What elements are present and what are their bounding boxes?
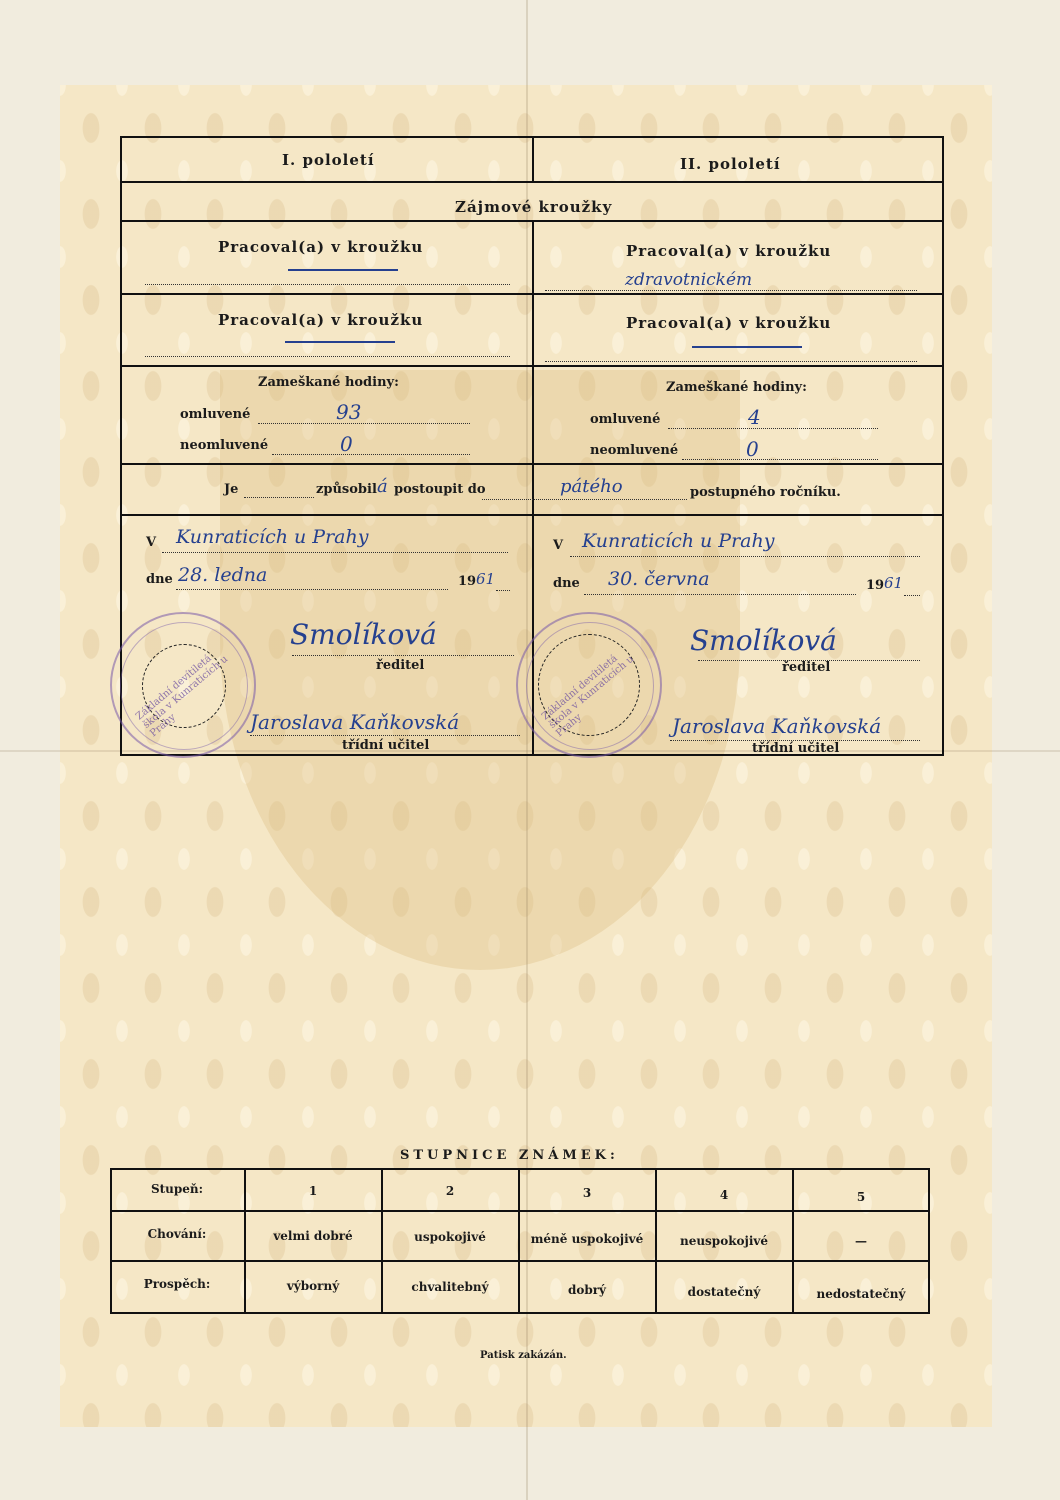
director-signature-s1: Smolíková bbox=[290, 618, 437, 651]
semester2-header: II. pololetí bbox=[680, 155, 781, 173]
scale-row-label-achievement: Prospěch: bbox=[143, 1277, 211, 1291]
scale-behavior: velmi dobré bbox=[273, 1229, 353, 1243]
excused-label-s1: omluvené bbox=[180, 407, 251, 422]
date-label-s1: dne bbox=[146, 572, 173, 587]
scale-grade: 2 bbox=[445, 1184, 455, 1198]
scale-grade: 3 bbox=[582, 1186, 592, 1200]
promotion-je: Je bbox=[224, 482, 239, 497]
club-value-s2-r1: zdravotnickém bbox=[625, 270, 753, 290]
place-label-s1: V bbox=[146, 535, 157, 550]
teacher-label-s1: třídní učitel bbox=[342, 738, 430, 753]
scale-grade: 4 bbox=[719, 1188, 729, 1202]
club-label-s2-r1: Pracoval(a) v kroužku bbox=[626, 242, 832, 260]
scale-behavior: méně uspokojivé bbox=[530, 1232, 644, 1246]
scale-achievement: chvalitebný bbox=[411, 1280, 489, 1294]
unexcused-label-s1: neomluvené bbox=[180, 438, 269, 453]
scale-title: STUPNICE ZNÁMEK: bbox=[400, 1148, 619, 1163]
year-suffix-s1: 61 bbox=[476, 570, 496, 588]
unexcused-value-s1: 0 bbox=[340, 432, 353, 456]
excused-value-s2: 4 bbox=[748, 405, 761, 429]
year-prefix-s1: 19 bbox=[458, 574, 477, 589]
scale-achievement: dobrý bbox=[567, 1283, 607, 1297]
absence-title-s2: Zameškané hodiny: bbox=[666, 380, 807, 395]
stamp-text-s2: Základní devítiletá škola v Kunraticích u Prahy bbox=[540, 653, 637, 740]
footer-note: Patisk zakázán. bbox=[480, 1350, 567, 1361]
scale-achievement: nedostatečný bbox=[816, 1287, 906, 1301]
school-stamp-s2 bbox=[516, 612, 662, 758]
unexcused-label-s2: neomluvené bbox=[590, 443, 679, 458]
scale-behavior: uspokojivé bbox=[414, 1230, 486, 1244]
unexcused-value-s2: 0 bbox=[746, 437, 759, 461]
place-value-s1: Kunraticích u Prahy bbox=[176, 526, 369, 548]
director-signature-s2: Smolíková bbox=[690, 624, 837, 657]
year-prefix-s2: 19 bbox=[866, 578, 885, 593]
excused-value-s1: 93 bbox=[336, 400, 362, 424]
absence-title-s1: Zameškané hodiny: bbox=[258, 375, 399, 390]
director-label-s2: ředitel bbox=[782, 660, 831, 675]
scale-achievement: výborný bbox=[286, 1279, 340, 1293]
teacher-label-s2: třídní učitel bbox=[752, 741, 840, 756]
director-label-s1: ředitel bbox=[376, 658, 425, 673]
clubs-title: Zájmové kroužky bbox=[455, 198, 613, 216]
scale-behavior: neuspokojivé bbox=[679, 1234, 769, 1248]
excused-label-s2: omluvené bbox=[590, 412, 661, 427]
place-value-s2: Kunraticích u Prahy bbox=[582, 530, 775, 552]
date-label-s2: dne bbox=[553, 576, 580, 591]
teacher-signature-s1: Jaroslava Kaňkovská bbox=[250, 710, 460, 734]
scale-achievement: dostatečný bbox=[687, 1285, 761, 1299]
promotion-grade: pátého bbox=[560, 476, 623, 497]
place-label-s2: V bbox=[553, 538, 564, 553]
promotion-grade-suffix: postupného ročníku. bbox=[690, 485, 841, 500]
stamp-text-s1: Základní devítiletá škola v Kunraticích u Prahy bbox=[134, 653, 231, 740]
promotion-advance: postoupit do bbox=[394, 482, 486, 497]
teacher-signature-s2: Jaroslava Kaňkovská bbox=[672, 714, 882, 738]
promotion-able: způsobil bbox=[316, 482, 377, 497]
school-stamp-s1 bbox=[110, 612, 256, 758]
scale-row-label-grade: Stupeň: bbox=[150, 1182, 204, 1196]
scale-grade: 1 bbox=[308, 1184, 318, 1198]
promotion-able-suffix: á bbox=[377, 476, 388, 497]
club-label-s1-r1: Pracoval(a) v kroužku bbox=[218, 238, 424, 256]
year-suffix-s2: 61 bbox=[884, 574, 904, 592]
scale-row-label-behavior: Chování: bbox=[147, 1227, 207, 1241]
date-value-s2: 30. června bbox=[608, 568, 710, 590]
club-label-s1-r2: Pracoval(a) v kroužku bbox=[218, 311, 424, 329]
club-label-s2-r2: Pracoval(a) v kroužku bbox=[626, 314, 832, 332]
date-value-s1: 28. ledna bbox=[178, 564, 268, 586]
scale-behavior: — bbox=[855, 1234, 867, 1248]
scale-grade: 5 bbox=[856, 1190, 866, 1204]
semester1-header: I. pololetí bbox=[282, 151, 375, 169]
